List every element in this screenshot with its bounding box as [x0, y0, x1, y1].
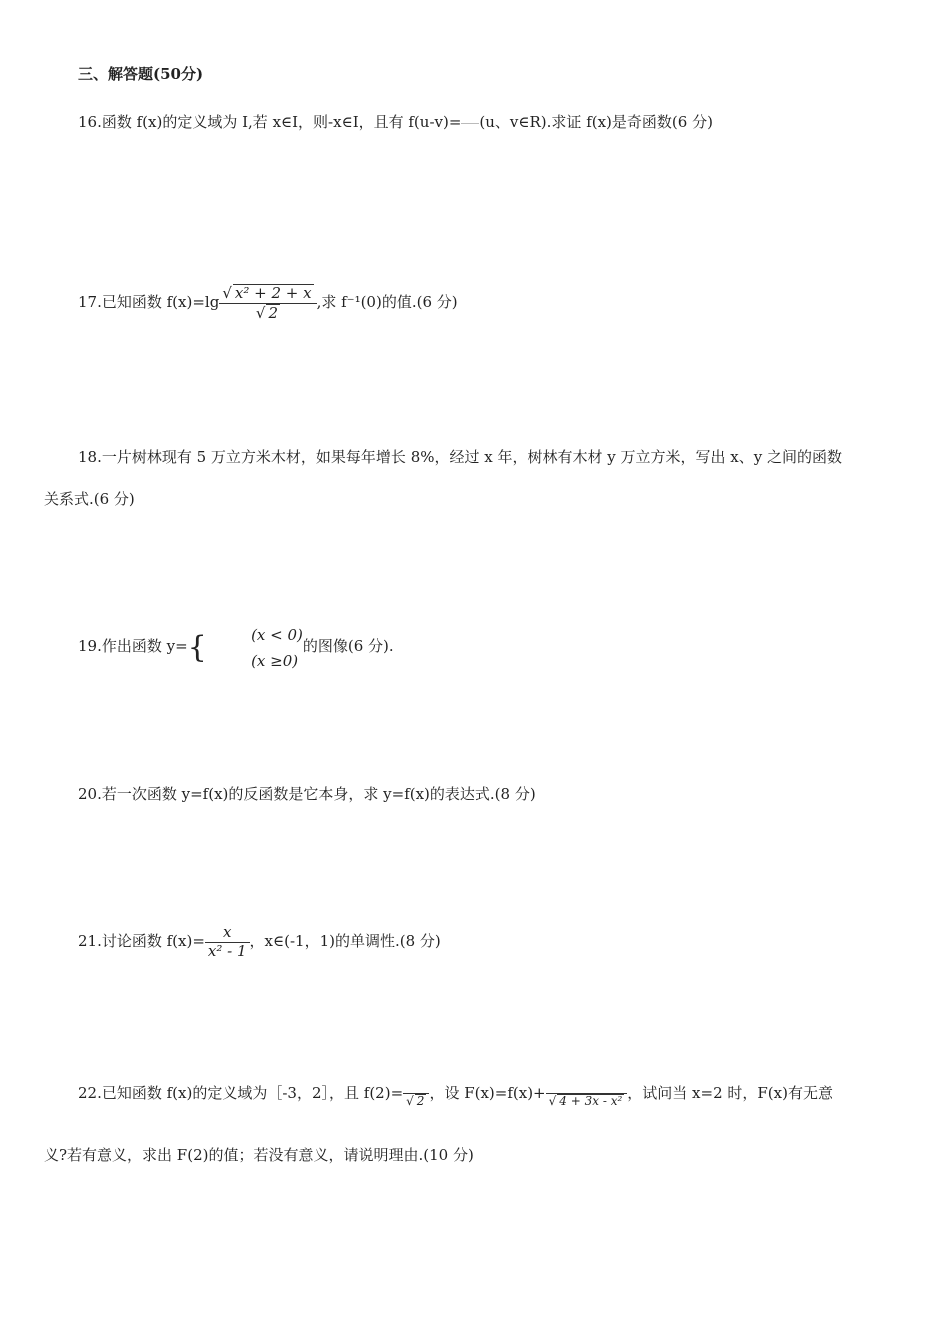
q17-denominator: 2	[268, 303, 278, 322]
q16-text-a: 16.函数 f(x)的定义域为 I,若 x∈I，则-x∈I，且有 f(u-v)=	[78, 113, 462, 131]
q22-text-a: 22.已知函数 f(x)的定义域为［-3，2］，且 f(2)=	[78, 1084, 404, 1102]
question-20: 20.若一次函数 y=f(x)的反函数是它本身，求 y=f(x)的表达式.(8 分)	[78, 785, 536, 803]
question-22-line-1	[78, 1070, 833, 1116]
q16-text-b: (u、v∈R).求证 f(x)是奇函数(6 分)	[479, 113, 713, 131]
question-21	[78, 916, 441, 966]
q22-den-2: 4 + 3x - x²	[559, 1094, 623, 1108]
question-16	[78, 112, 713, 133]
q21-numerator: x	[205, 924, 250, 942]
q22-text-b: ，设 F(x)=f(x)+	[429, 1084, 546, 1102]
question-22-line-2: 义?若有意义，求出 F(2)的值；若没有意义，请说明理由.(10 分)	[44, 1146, 474, 1164]
q17-fraction: $\frac{\text{√ x² + 2 + x}}{√ 2}$	[219, 284, 316, 322]
q19-cond-1: (x < 0)	[251, 626, 303, 644]
q17-text-b: ,求 f⁻¹(0)的值.(6 分)	[316, 293, 458, 311]
q21-fraction	[205, 924, 250, 960]
q19-cond-2: (x ≥0)	[251, 652, 299, 670]
q21-denominator: x² - 1	[207, 941, 247, 960]
brace-icon: {	[187, 630, 207, 665]
q17-numerator: x² + 2 + x	[234, 284, 312, 303]
q22-fraction-1: √ 2	[403, 1079, 429, 1109]
section-title: 三、解答题(50分)	[78, 65, 204, 83]
question-17	[78, 272, 458, 332]
question-19	[78, 618, 394, 674]
q22-den-1: 2	[416, 1094, 425, 1108]
q16-fraction	[461, 113, 479, 132]
question-18-line-2: 关系式.(6 分)	[44, 490, 135, 508]
question-18-line-1: 18.一片树林现有 5 万立方米木材，如果每年增长 8%，经过 x 年，树林有木材 y 万立方米，写出 x、y 之间的函数	[78, 448, 842, 466]
q22-text-c: ，试问当 x=2 时，F(x)有无意	[627, 1084, 833, 1102]
q21-text-a: 21.讨论函数 f(x)=	[78, 932, 205, 950]
q19-text-b: 的图像(6 分).	[302, 637, 394, 655]
q19-text-a: 19.作出函数 y=	[78, 637, 188, 655]
q19-piecewise	[188, 619, 303, 675]
q19-cases	[207, 636, 221, 660]
q17-text-a: 17.已知函数 f(x)=lg	[78, 293, 220, 311]
q22-fraction-2: √ 4 + 3x - x²	[546, 1079, 628, 1109]
q21-text-b: ，x∈(-1，1)的单调性.(8 分)	[249, 932, 441, 950]
